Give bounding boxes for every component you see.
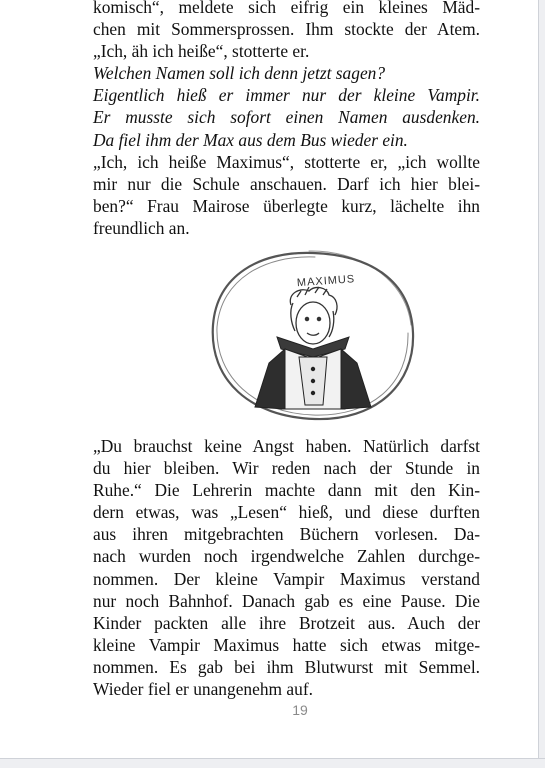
text-line: mir nur die Schule anschauen. Darf ich hier blei-: [93, 173, 480, 194]
text-line: kleine Vampir Maximus hatte sich etwas mitge-: [93, 634, 480, 655]
text-line: Kinder packten alle ihre Brotzeit aus. Auch der: [93, 612, 480, 633]
text-line: „Ich, äh ich heiße“, stotterte er.: [93, 41, 310, 62]
text-line: „Du brauchst keine Angst haben. Natürlich darfst: [93, 436, 480, 456]
text-line: ben?“ Frau Mairose überlegte kurz, lächelte ihn: [93, 195, 480, 216]
text-line: Wieder fiel er unangenehm auf.: [93, 679, 313, 700]
text-line: Eigentlich hieß er immer nur der kleine Vampir.: [93, 85, 480, 106]
text-line: freundlich an.: [93, 217, 190, 238]
page-number: 19: [292, 702, 308, 718]
vampire-illustration: [205, 245, 420, 425]
text-line: Welchen Namen soll ich denn jetzt sagen?: [93, 63, 386, 84]
text-line: du hier bleiben. Wir reden nach der Stunde in: [93, 458, 480, 479]
text-line: nur noch Bahnhof. Danach gab es eine Pause. Die: [93, 590, 480, 611]
text-line: nach wurden noch irgendwelche Zahlen durchge-: [93, 546, 480, 567]
text-line: „Ich, ich heiße Maximus“, stotterte er, „ich wollte: [93, 151, 480, 172]
illustration-caption: MAXIMUS: [296, 273, 356, 290]
paragraph-bottom: [93, 435, 480, 700]
viewer-frame-right: [538, 0, 545, 767]
text-line: Ruhe.“ Die Lehrerin machte dann mit den Kin-: [93, 480, 480, 501]
text-line: nommen. Es gab bei ihm Blutwurst mit Semmel.: [93, 656, 480, 677]
text-line: nommen. Der kleine Vampir Maximus verstand: [93, 568, 480, 589]
text-line: komisch“, meldete sich eifrig ein kleines Mäd-: [93, 0, 480, 17]
paragraph-top: [93, 0, 480, 239]
text-line: Da fiel ihm der Max aus dem Bus wieder ein.: [93, 129, 408, 150]
text-line: dern etwas, was „Lesen“ hieß, und diese durften: [93, 502, 480, 523]
text-line: chen mit Sommersprossen. Ihm stockte der Atem.: [93, 19, 480, 40]
text-line: Er musste sich sofort einen Namen ausdenken.: [93, 107, 480, 128]
text-line: aus ihren mitgebrachten Büchern vorlesen. Da-: [93, 524, 480, 545]
